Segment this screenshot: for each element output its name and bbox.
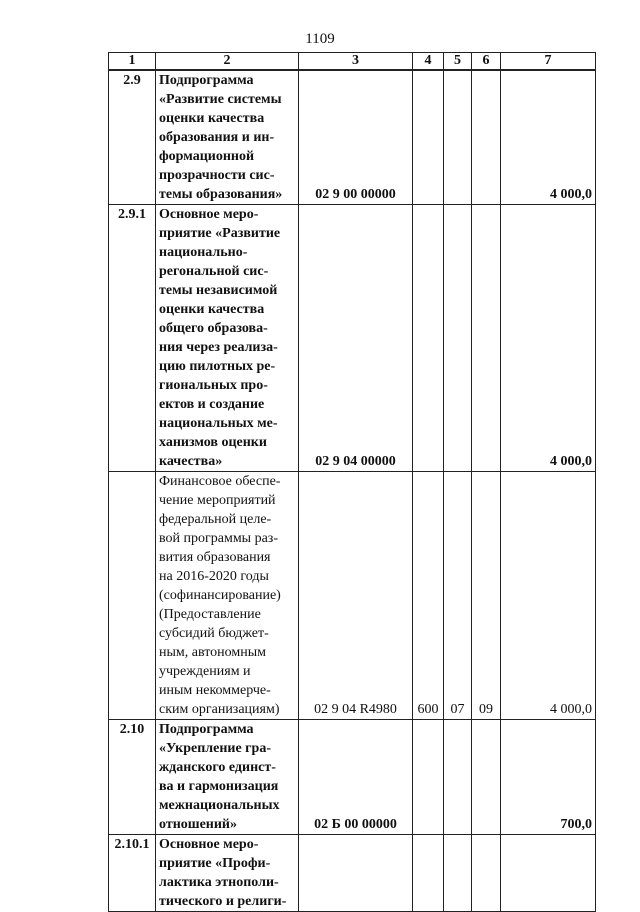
row-name-line: ва и гармонизация — [159, 779, 279, 794]
row-name-line: регональной сис- — [159, 264, 269, 279]
row-number: 2.10.1 — [109, 835, 156, 912]
column-5-value — [444, 205, 472, 472]
row-name-line: Основное меро- — [159, 837, 259, 852]
column-5-value — [444, 70, 472, 205]
row-name-line: Подпрограмма — [159, 73, 254, 88]
table-header-row — [109, 53, 596, 71]
row-name-line: субсидий бюджет- — [159, 626, 269, 641]
row-name-line: иным некоммерче- — [159, 683, 271, 698]
column-header: 1 — [109, 53, 156, 71]
row-name-line: жданского единст- — [159, 760, 276, 775]
table-row — [109, 472, 596, 720]
row-number: 2.9.1 — [109, 205, 156, 472]
table-row — [109, 205, 596, 472]
row-name-line: национально- — [159, 245, 248, 260]
budget-table — [108, 52, 596, 912]
column-4-value — [413, 720, 444, 835]
row-name — [156, 720, 299, 835]
amount — [501, 835, 596, 912]
table-row — [109, 720, 596, 835]
page-number: 1109 — [305, 31, 335, 47]
budget-code — [299, 835, 413, 912]
column-6-value — [472, 205, 501, 472]
budget-code: 02 9 04 00000 — [299, 205, 413, 472]
row-name-line: вития образования — [159, 550, 271, 565]
row-name-line: чение мероприятий — [159, 493, 276, 508]
row-name-line: оценки качества — [159, 302, 265, 317]
column-6-value — [472, 70, 501, 205]
row-name-line: «Развитие системы — [159, 92, 282, 107]
row-name-line: приятие «Профи- — [159, 856, 271, 871]
amount: 4 000,0 — [501, 205, 596, 472]
row-name-line: цию пилотных ре- — [159, 359, 276, 374]
row-name — [156, 835, 299, 912]
row-name-line: Финансовое обеспе- — [159, 474, 281, 489]
row-name-line: учреждениям и — [159, 664, 251, 679]
column-4-value — [413, 205, 444, 472]
column-6-value — [472, 720, 501, 835]
row-name-line: тического и религи- — [159, 894, 287, 909]
row-name-line: темы независимой — [159, 283, 278, 298]
column-header: 2 — [156, 53, 299, 71]
table-row — [109, 70, 596, 205]
column-6-value: 09 — [472, 472, 501, 720]
budget-code: 02 9 04 R4980 — [299, 472, 413, 720]
column-5-value: 07 — [444, 472, 472, 720]
row-name-line: национальных ме- — [159, 416, 278, 431]
row-name-line: приятие «Развитие — [159, 226, 281, 241]
row-name-line: отношений» — [159, 817, 237, 832]
row-name-line: ектов и создание — [159, 397, 265, 412]
row-name-line: гиональных про- — [159, 378, 268, 393]
amount: 4 000,0 — [501, 472, 596, 720]
row-name-line: прозрачности сис- — [159, 168, 275, 183]
budget-code: 02 Б 00 00000 — [299, 720, 413, 835]
column-header: 3 — [299, 53, 413, 71]
column-5-value — [444, 835, 472, 912]
column-5-value — [444, 720, 472, 835]
row-name-line: темы образования» — [159, 187, 283, 202]
row-name-line: (Предоставление — [159, 607, 261, 622]
row-name-line: федеральной целе- — [159, 512, 272, 527]
column-4-value — [413, 835, 444, 912]
table-row — [109, 835, 596, 912]
row-name — [156, 70, 299, 205]
row-name-line: ния через реализа- — [159, 340, 278, 355]
column-header: 7 — [501, 53, 596, 71]
row-name-line: вой программы раз- — [159, 531, 278, 546]
row-name — [156, 472, 299, 720]
row-name-line: Подпрограмма — [159, 722, 254, 737]
row-name-line: общего образова- — [159, 321, 268, 336]
amount: 4 000,0 — [501, 70, 596, 205]
row-name-line: «Укрепление гра- — [159, 741, 271, 756]
row-name-line: формационной — [159, 149, 255, 164]
row-name-line: (софинансирование) — [159, 588, 281, 603]
column-header: 4 — [413, 53, 444, 71]
amount: 700,0 — [501, 720, 596, 835]
row-name — [156, 205, 299, 472]
row-number: 2.10 — [109, 720, 156, 835]
column-4-value: 600 — [413, 472, 444, 720]
row-name-line: качества» — [159, 454, 223, 469]
row-number: 2.9 — [109, 70, 156, 205]
column-6-value — [472, 835, 501, 912]
row-name-line: Основное меро- — [159, 207, 259, 222]
row-name-line: ным, автономным — [159, 645, 267, 660]
budget-code: 02 9 00 00000 — [299, 70, 413, 205]
column-header: 6 — [472, 53, 501, 71]
row-name-line: ским организациям) — [159, 702, 280, 717]
row-name-line: ханизмов оценки — [159, 435, 267, 450]
row-name-line: межнациональных — [159, 798, 280, 813]
row-name-line: оценки качества — [159, 111, 265, 126]
row-number — [109, 472, 156, 720]
row-name-line: образования и ин- — [159, 130, 275, 145]
column-header: 5 — [444, 53, 472, 71]
row-name-line: лактика этнополи- — [159, 875, 279, 890]
row-name-line: на 2016-2020 годы — [159, 569, 269, 584]
column-4-value — [413, 70, 444, 205]
